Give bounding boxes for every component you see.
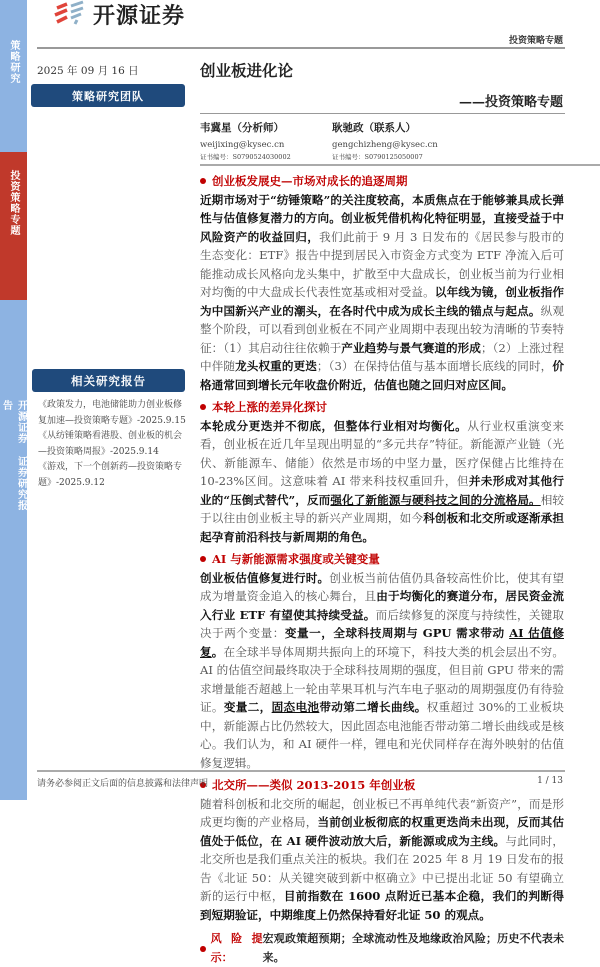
related-report-link[interactable]: 《从纺锤策略看港股、创业板的机会—投资策略周报》-2025.9.14 bbox=[38, 431, 183, 457]
section-heading-text: 北交所——类似 2013-2015 年创业板 bbox=[212, 778, 416, 792]
body-text: 随着科创板和北交所的崛起，创业板已不再单纯代表“新资产”，而是形成更均衡的产业格局， bbox=[200, 796, 564, 829]
body-text: 创业板当前估值仍具备较高性价比，使其有望成为增量资金追入的核心舞台，且 bbox=[200, 570, 564, 603]
body-text: 权重超过 30%的工业板块中，新能源占比仍然较大，因此固态电池能否带动第二增长曲线或是核心。我们认为，和 AI 硬件一样，锂电和光伏同样存在海外映射的估值修复逻辑。 bbox=[200, 700, 564, 770]
page-number: 1 / 13 bbox=[537, 776, 563, 786]
risk-text: 宏观政策超预期；全球流动性及地缘政治风险；历史不代表未来。 bbox=[262, 932, 564, 964]
emphasis-text: 固态电池 bbox=[271, 700, 320, 714]
emphasis-text: 由于均衡化的赛道分布，居民资金流入行业 ETF 有望使其持续受益。 bbox=[200, 589, 564, 622]
emphasis-text: 带动第二增长曲线。 bbox=[319, 700, 427, 714]
bullet-icon bbox=[200, 556, 206, 562]
related-reports-list bbox=[38, 398, 188, 491]
section-paragraph bbox=[200, 417, 564, 547]
emphasis-text: 当前创业板彻底的权重更迭尚未出现，反而其估值处于低位，在 AI 硬件波动放大后，新能源或成为主线。 bbox=[200, 815, 564, 848]
author-email[interactable]: gengchizheng@kysec.cn bbox=[332, 140, 438, 150]
emphasis-text: 变量一，全球科技周期与 GPU 需求带动 bbox=[284, 626, 510, 640]
sidebar-red-label: 投资策略专题 bbox=[8, 170, 19, 236]
body-text: 从行业权重演变来看，创业板在近几年呈现出明显的“多元共存”特征。新能源产业链（光伏、新能源车、储能）依然是市场的中坚力量，医疗保健占比维持在 10-23%区间。这意味着 AI 带来科技权重回升，但 bbox=[200, 418, 564, 488]
author-name: 耿驰政（联系人） bbox=[332, 122, 416, 134]
author-email[interactable]: weijixing@kysec.cn bbox=[200, 140, 285, 150]
author-name: 韦冀星（分析师） bbox=[200, 122, 284, 134]
section-heading-text: AI 与新能源需求强度或关键变量 bbox=[212, 552, 380, 566]
body-text: 在全球半导体周期共振向上的环境下，科技大类的机会层出不穷。AI 的估值空间最终取决于全球科技周期的强度，但目前 GPU 带来的需求增量能否超越上一轮由苹果耳机与汽车电子驱动的周期强度仍有待验证。 bbox=[200, 644, 564, 714]
bullet-icon bbox=[200, 178, 206, 184]
report-title: 创业板进化论 bbox=[200, 61, 294, 80]
section-paragraph bbox=[200, 795, 564, 925]
report-date: 2025 年 09 月 16 日 bbox=[37, 65, 139, 77]
section-heading bbox=[200, 776, 564, 795]
section-heading-text: 本轮上涨的差异化探讨 bbox=[212, 400, 327, 414]
team-label-box: 策略研究团队 bbox=[31, 84, 185, 107]
sidebar-bottom-label: 开源证券 证券研究报告 bbox=[0, 400, 27, 511]
section-paragraph bbox=[200, 191, 564, 395]
body-text: 而后续修复的深度与持续性，关键取决于两个变量： bbox=[200, 607, 564, 640]
emphasis-text: 强化了新能源与硬科技之间的分流格局。 bbox=[330, 492, 541, 507]
emphasis-text: 。 bbox=[211, 644, 224, 659]
section-paragraph bbox=[200, 569, 564, 773]
sidebar-top-label: 策略研究 bbox=[8, 40, 19, 84]
footer-disclaimer: 请务必参阅正文后面的信息披露和法律声明 bbox=[37, 779, 209, 789]
related-reports-title: 相关研究报告 bbox=[32, 369, 185, 392]
body-text: 与此同时，北交所也是我们重点关注的板块。我们在 2025 年 8 月 19 日发布的报告《北证 50：从关键突破到新中枢确立》中已提出北证 50 有望确立新的运行中枢， bbox=[200, 833, 564, 903]
header-divider bbox=[37, 47, 565, 49]
emphasis-text: 本轮成分更迭并不彻底，但整体行业相对均衡化。 bbox=[200, 418, 468, 433]
emphasis-text: 变量二， bbox=[223, 700, 272, 714]
emphasis-text: 目前指数在 1600 点附近已基本企稳，我们的判断得到短期验证，中期维度上仍然保持看好北证 50 的观点。 bbox=[200, 889, 564, 922]
brand-name: 开源证券 bbox=[93, 3, 186, 29]
kaiyuan-spiral-logo-icon bbox=[53, 0, 87, 28]
body-text: 纵观整个阶段，可以看到创业板在不同产业周期中表现出较为清晰的节奏特征：（1）其启动往往依赖于 bbox=[200, 303, 564, 355]
report-body bbox=[200, 168, 564, 967]
body-text: 相较于以往由创业板主导的新兴产业周期，如今 bbox=[200, 492, 564, 525]
emphasis-text: 龙头权重的更迭 bbox=[235, 359, 317, 373]
title-divider bbox=[200, 113, 565, 114]
emphasis-text: 近期市场对于“纺锤策略”的关注度较高，本质焦点在于能够兼具成长弹性与估值修复潜力的方向。创业板凭借机构化特征明显，直接受益于中风险资产的收益回归， bbox=[200, 192, 564, 244]
risk-label: 风险提示： bbox=[210, 932, 263, 964]
footer-divider bbox=[37, 770, 565, 772]
emphasis-text: 创业板估值修复进行时。 bbox=[200, 570, 330, 585]
author-card bbox=[200, 120, 291, 161]
author-divider bbox=[200, 164, 600, 166]
author-cert: 证书编号：S0790524030002 bbox=[200, 153, 291, 161]
risk-notice bbox=[200, 930, 564, 967]
author-cert: 证书编号：S0790125050007 bbox=[332, 153, 423, 161]
section-heading bbox=[200, 398, 564, 417]
emphasis-text: AI 估值修复 bbox=[200, 626, 564, 659]
section-heading-text: 创业板发展史—市场对成长的追逐周期 bbox=[212, 174, 408, 188]
body-text: ；（2）上涨过程中伴随 bbox=[200, 340, 564, 373]
body-text: 我们此前于 9 月 3 日发布的《居民参与股市的生态变化：ETF》报告中提到居民入市资金方式变为 ETF 净流入后可能推动成长风格向龙头集中，扩散至中大盘成长，创业板当前为行业相对均衡的中大盘成长代表性宽基或相对受益。 bbox=[200, 229, 564, 299]
emphasis-text: 并未形成对其他行业的“压倒式替代”，反而 bbox=[200, 474, 564, 507]
related-report-link[interactable]: 《政策发力，电池储能助力创业板修复加速—投资策略专题》-2025.9.15 bbox=[38, 400, 186, 426]
related-report-link[interactable]: 《游戏，下一个创新药—投资策略专题》-2025.9.12 bbox=[38, 462, 183, 488]
bullet-icon bbox=[200, 404, 206, 410]
body-text: ；（3）在保持估值与基本面增长底线的同时， bbox=[316, 359, 553, 373]
emphasis-text: 产业趋势与景气赛道的形成 bbox=[341, 340, 481, 355]
emphasis-text: 价格通常回到增长元年收盘价附近，估值也随之回归对应区间。 bbox=[200, 359, 564, 392]
header-tag: 投资策略专题 bbox=[508, 36, 563, 46]
bullet-icon bbox=[200, 946, 206, 952]
section-heading bbox=[200, 172, 564, 191]
section-heading bbox=[200, 550, 564, 569]
emphasis-text: 以年线为镜，创业板指作为中国新兴产业的潮头，在各时代中成为成长主线的锚点与起点。 bbox=[200, 285, 564, 318]
brand-logo bbox=[53, 0, 185, 28]
author-card bbox=[332, 120, 438, 161]
report-subtitle: ——投资策略专题 bbox=[458, 95, 563, 110]
emphasis-text: 科创板和北交所或逐渐承担起孕育前沿科技与新周期的角色。 bbox=[200, 511, 564, 544]
